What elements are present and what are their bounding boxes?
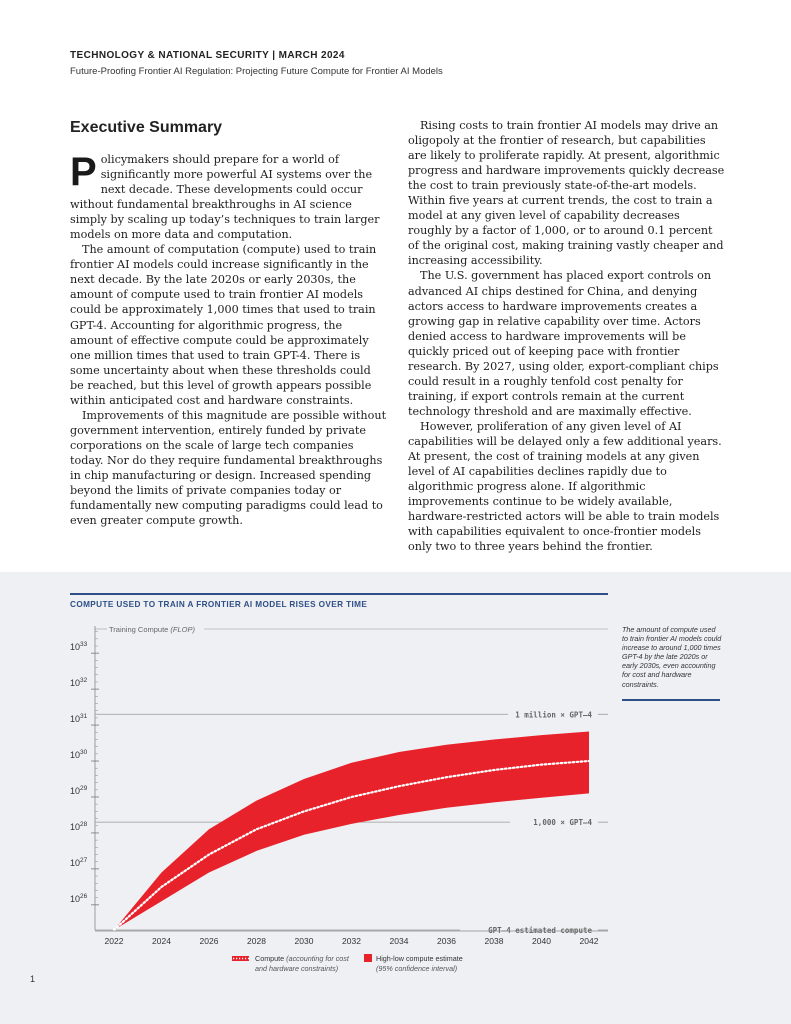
summary-paragraph-2: The amount of computation (compute) used to train frontier AI models could increase significantly in the next decade. By the late 2020s or early 2030s, the amount of compute used to train frontier AI models could be approximately 1,000 times that used to train GPT-4. Accounting for algorithmic progress, the amount of effective compute could be approximately one million times that used to train GPT-4. There is some uncertainty about when these thresholds could be reached, but this level of growth appears possible within anticipated cost and hardware constraints. xyxy=(70,243,377,407)
x-tick-label: 2028 xyxy=(247,936,266,946)
y-tick-label: $10^{29}$ xyxy=(70,784,88,796)
reference-line-label: 1,000 × GPT–4 xyxy=(533,818,592,828)
summary-right-column xyxy=(408,118,726,554)
chart-title: COMPUTE USED TO TRAIN A FRONTIER AI MODEL RISES OVER TIME xyxy=(70,600,368,609)
legend-range-swatch xyxy=(364,954,372,962)
report-subtitle: Future-Proofing Frontier AI Regulation: Projecting Future Compute for Frontier AI Models xyxy=(70,66,443,77)
y-tick-label: $10^{31}$ xyxy=(70,713,88,725)
x-tick-label: 2034 xyxy=(389,936,409,946)
y-tick-label: $10^{26}$ xyxy=(70,892,88,904)
y-axis-label: Training Compute (FLOP) xyxy=(109,625,196,634)
reference-line-label: GPT–4 estimated compute xyxy=(488,926,592,935)
legend-compute-label: Compute (accounting for cost xyxy=(255,954,349,963)
y-tick-label: $10^{33}$ xyxy=(70,641,88,653)
x-tick-label: 2036 xyxy=(437,936,456,946)
x-tick-label: 2042 xyxy=(579,936,599,946)
summary-paragraph-3: Improvements of this magnitude are possible without government intervention, entirely funded by private corporations on the scale of large tech companies today. Nor do they require fundamental breakthroughs in chip manufacturing or design. Increased spending beyond the limits of private companies today or fundamentally new computing paradigms could lead to even greater compute growth. xyxy=(70,408,387,528)
y-tick-label: $10^{27}$ xyxy=(70,856,88,868)
chart-side-note: The amount of compute used to train frontier AI models could increase to around 1,000 times GPT-4 by the late 2020s or early 2030s, even accounting for cost and hardware constraints. xyxy=(622,625,722,689)
report-kicker: TECHNOLOGY & NATIONAL SECURITY | MARCH 2024 xyxy=(70,50,345,61)
summary-paragraph-6: However, proliferation of any given level of AI capabilities will be delayed only a few additional years. At present, the cost of training models at any given level of AI capabilities declines rapidly due to algorithmic progress alone. If algorithmic improvements continue to be widely available, hardware-restricted actors will be able to train models with capabilities equivalent to once-frontier models only two to three years behind the frontier. xyxy=(408,419,722,554)
page-header xyxy=(70,50,730,77)
summary-paragraph-1: Policymakers should prepare for a world of significantly more powerful AI systems over the next decade. These developments could occur without fundamental breakthroughs in AI science simply by scaling up today’s techniques to train larger models on more data and computation. xyxy=(70,150,380,242)
page-number: 1 xyxy=(30,974,36,984)
x-tick-label: 2024 xyxy=(152,936,171,946)
x-tick-label: 2022 xyxy=(104,936,124,946)
x-tick-label: 2038 xyxy=(484,936,504,946)
legend-range-note: (95% confidence interval) xyxy=(376,964,458,973)
drop-cap: P xyxy=(70,150,97,194)
x-tick-label: 2026 xyxy=(199,936,219,946)
section-title: Executive Summary xyxy=(70,119,223,136)
x-tick-label: 2040 xyxy=(532,936,551,946)
summary-paragraph-5: The U.S. government has placed export controls on advanced AI chips destined for China, and denying actors access to hardware improvements creates a growing gap in relative capability over time. Actors denied access to hardware improvements will be quickly priced out of keeping pace with frontier research. By 2027, using older, export-compliant chips could result in a roughly tenfold cost penalty for training, if export controls remain at the current technology threshold and are maximally effective. xyxy=(408,269,719,418)
summary-paragraph-4: Rising costs to train frontier AI models may drive an oligopoly at the frontier of research, but capabilities are likely to proliferate rapidly. At present, algorithmic progress and hardware improvements quickly decrease the cost to train previously state-of-the-art models. Within five years at current trends, the cost to train a model at any given level of capability decreases roughly by a factor of 1,000, or to around 0.1 percent of the original cost, making training vastly cheaper and increasing accessibility. xyxy=(408,119,725,268)
legend-compute-note: and hardware constraints) xyxy=(255,964,339,973)
y-tick-label: $10^{32}$ xyxy=(70,677,88,689)
reference-line-label: 1 million × GPT–4 xyxy=(515,710,592,720)
summary-left-column xyxy=(70,118,388,528)
legend-compute-swatch xyxy=(232,956,249,961)
y-tick-label: $10^{30}$ xyxy=(70,749,88,761)
x-tick-label: 2032 xyxy=(342,936,361,946)
compute-chart xyxy=(0,572,791,992)
y-tick-label: $10^{28}$ xyxy=(70,820,88,832)
legend-range-label: High-low compute estimate xyxy=(376,954,463,963)
x-tick-label: 2030 xyxy=(294,936,314,946)
confidence-band xyxy=(114,732,589,931)
